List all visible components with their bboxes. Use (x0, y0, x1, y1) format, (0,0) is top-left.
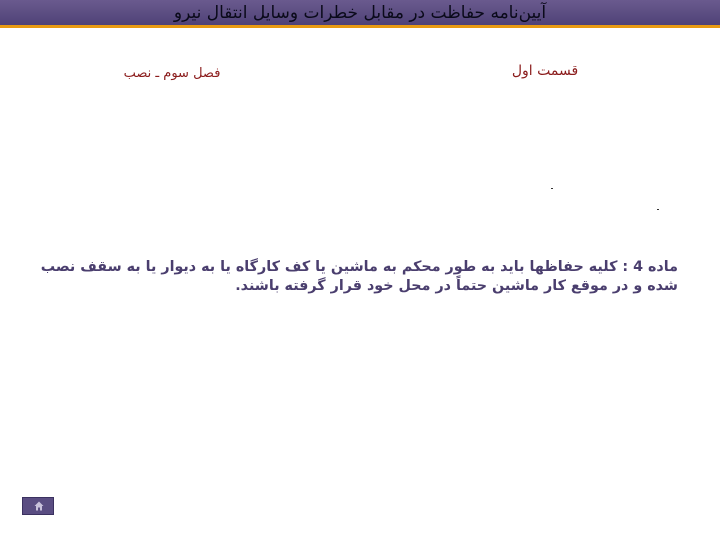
dot-mark (657, 209, 659, 210)
page-title: آیین‌نامه حفاظت در مقابل خطرات وسایل انتقال نیرو (173, 3, 547, 23)
title-bar (0, 0, 720, 28)
chapter-heading: فصل سوم ـ نصب (123, 66, 221, 81)
home-icon (34, 501, 44, 511)
home-button[interactable] (22, 497, 54, 515)
part-heading: قسمت اول (511, 63, 579, 79)
article-text: ماده 4 : کلیه حفاظها باید به طور محکم به ماشین یا کف کارگاه یا به دیوار یا به سقف نصب شده و در موقع کار ماشین حتماً در محل خود قرار گرفته باشند. (40, 259, 678, 294)
dot-mark (551, 188, 553, 189)
